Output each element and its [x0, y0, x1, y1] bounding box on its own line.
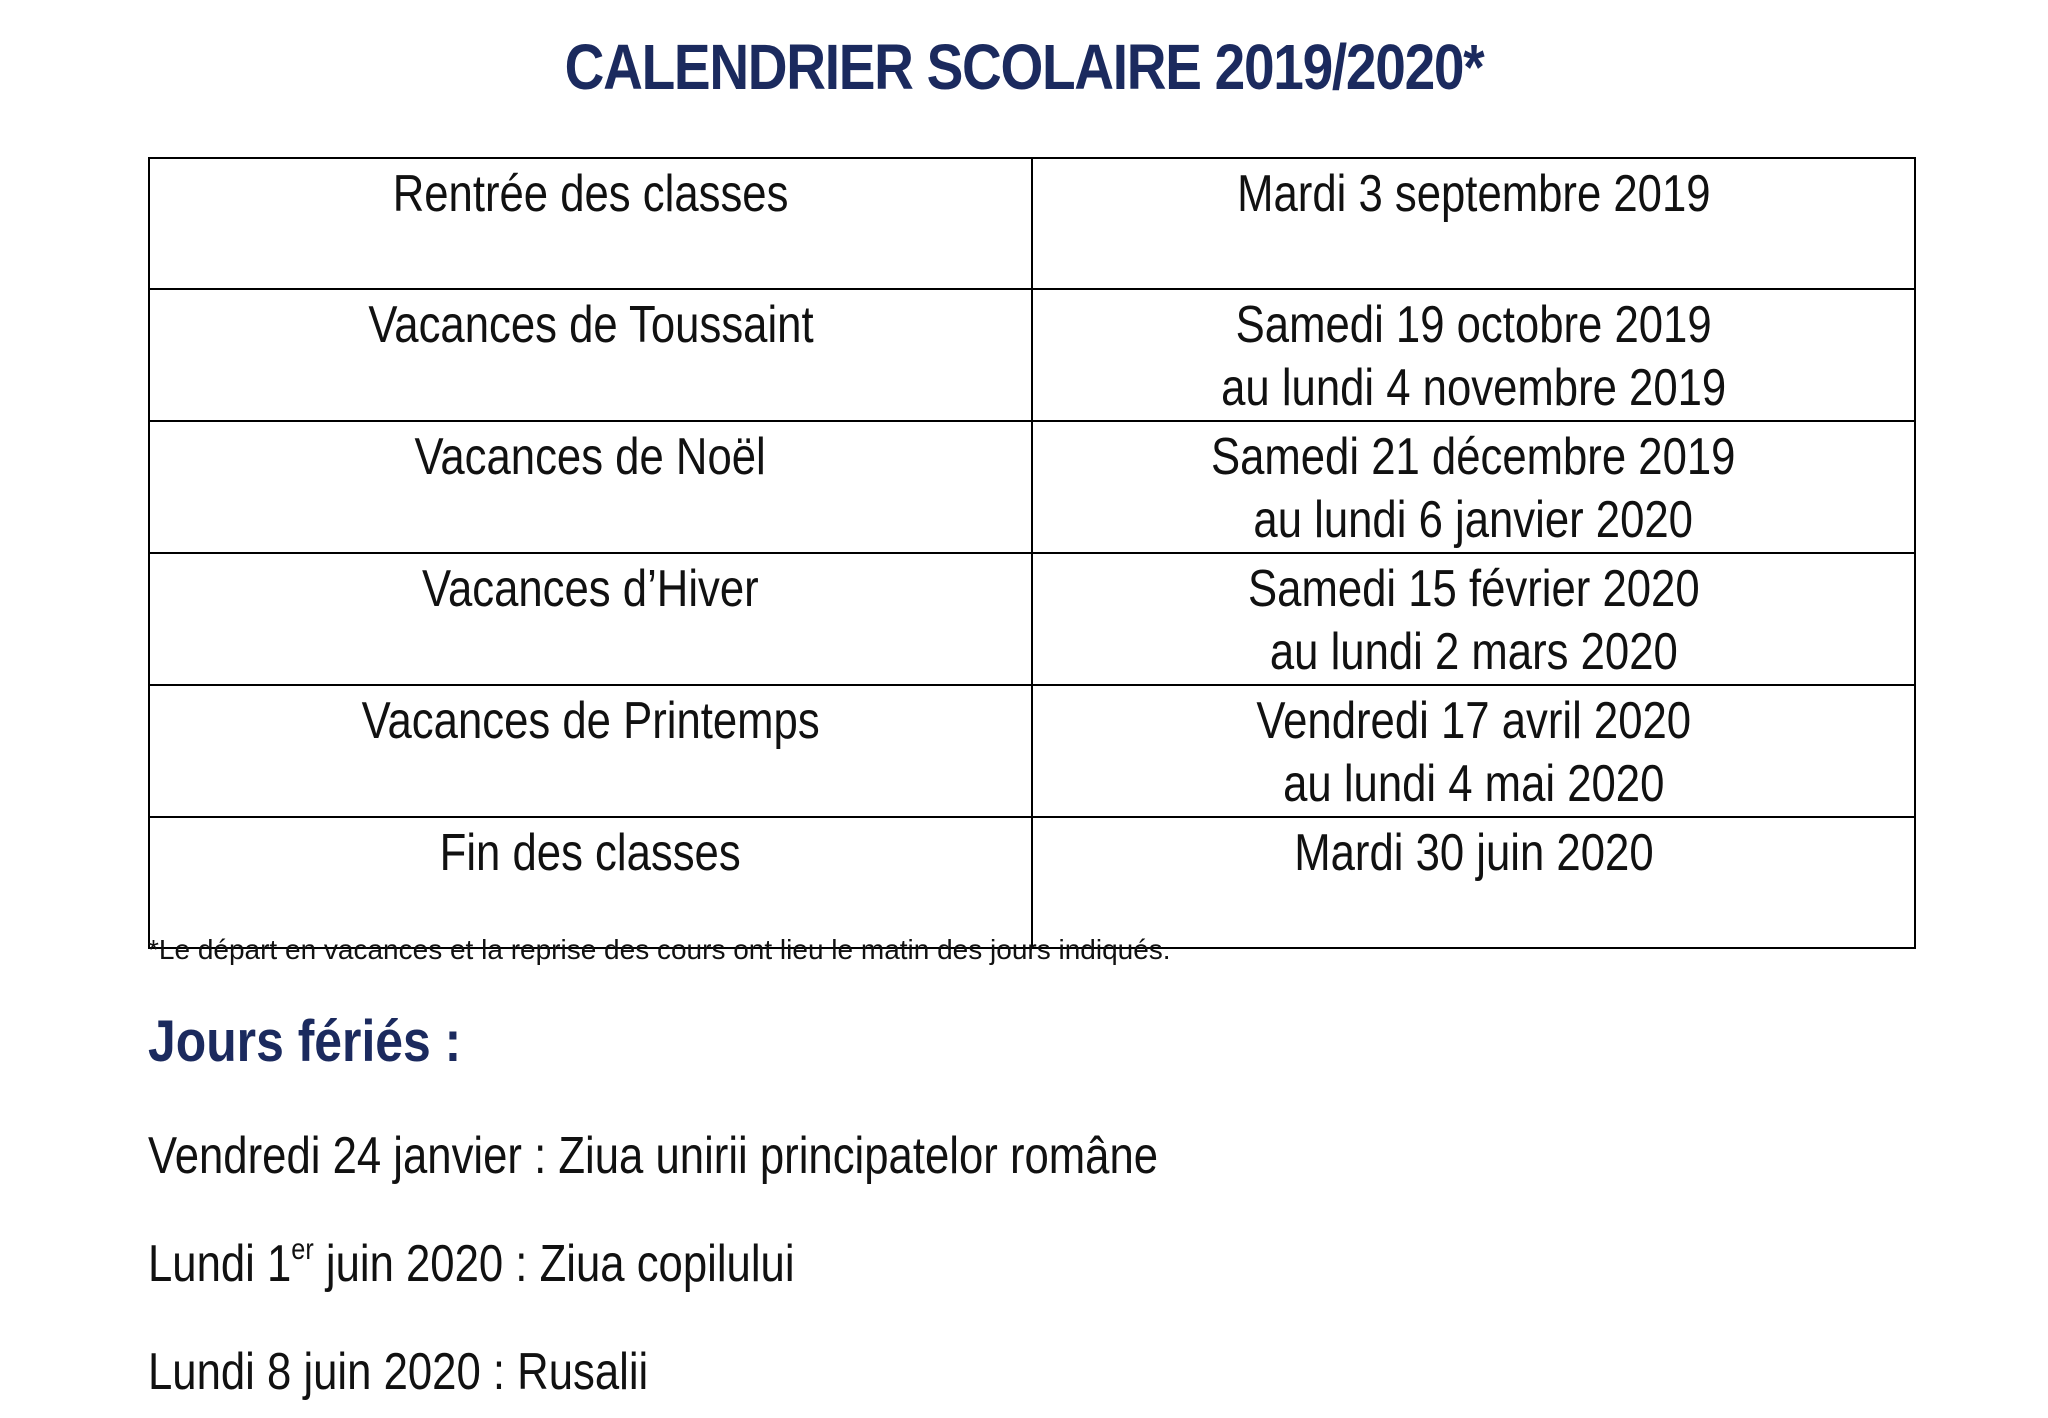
dates-cell: [1032, 685, 1915, 817]
table-row: [149, 553, 1915, 685]
period-label: Vacances de Printemps: [361, 692, 820, 750]
holiday-separator: :: [503, 1235, 540, 1293]
school-calendar-table: [148, 157, 1916, 949]
period-cell: [149, 289, 1032, 421]
holiday-item: [148, 1126, 1158, 1186]
holiday-day: Lundi 8 juin 2020: [148, 1343, 481, 1401]
date-line: Mardi 3 septembre 2019: [1236, 165, 1711, 223]
dates-cell: [1032, 158, 1915, 289]
date-line: Vendredi 17 avril 2020: [1256, 692, 1691, 750]
holiday-day: Vendredi 24 janvier: [148, 1127, 522, 1185]
date-line: Samedi 19 octobre 2019: [1235, 296, 1712, 354]
dates-cell: [1032, 817, 1915, 948]
holiday-separator: :: [521, 1127, 559, 1185]
period-label: Rentrée des classes: [392, 165, 789, 223]
dates-text: [1211, 426, 1736, 552]
holiday-name: Ziua unirii principatelor române: [558, 1127, 1159, 1185]
dates-text: [1237, 163, 1710, 226]
dates-text: [1248, 558, 1700, 684]
date-line: au lundi 6 janvier 2020: [1253, 491, 1694, 549]
period-cell: [149, 421, 1032, 553]
holiday-item: [148, 1342, 648, 1402]
holiday-day: Lundi 1: [148, 1235, 292, 1293]
period-label: Vacances d’Hiver: [422, 560, 759, 618]
dates-text: [1256, 690, 1691, 816]
period-label: Vacances de Noël: [414, 428, 767, 486]
date-line: Mardi 30 juin 2020: [1293, 824, 1654, 882]
table-row: [149, 685, 1915, 817]
holiday-name: Ziua copilului: [539, 1235, 795, 1293]
dates-text: [1221, 294, 1726, 420]
holiday-name: Rusalii: [517, 1343, 649, 1401]
table-row: [149, 817, 1915, 948]
period-label: Fin des classes: [439, 824, 742, 882]
holiday-separator: :: [480, 1343, 518, 1401]
date-line: au lundi 4 mai 2020: [1282, 755, 1665, 813]
table-row: [149, 421, 1915, 553]
holidays-heading: Jours fériés :: [148, 1009, 462, 1074]
date-line: au lundi 4 novembre 2019: [1220, 359, 1727, 417]
date-line: Samedi 21 décembre 2019: [1211, 428, 1736, 486]
period-label: Vacances de Toussaint: [367, 296, 814, 354]
holiday-item: [148, 1234, 795, 1294]
dates-text: [1294, 822, 1653, 885]
holiday-day-rest: juin 2020: [313, 1235, 504, 1293]
dates-cell: [1032, 553, 1915, 685]
period-cell: [149, 158, 1032, 289]
holiday-day-ordinal: er: [291, 1233, 314, 1266]
date-line: Samedi 15 février 2020: [1247, 560, 1700, 618]
period-cell: [149, 553, 1032, 685]
footnote: *Le départ en vacances et la reprise des cours ont lieu le matin des jours indiqués.: [148, 934, 1171, 965]
period-cell: [149, 685, 1032, 817]
dates-cell: [1032, 421, 1915, 553]
page-title: CALENDRIER SCOLAIRE 2019/2020*: [564, 31, 1484, 103]
table-row: [149, 289, 1915, 421]
period-cell: [149, 817, 1032, 948]
date-line: au lundi 2 mars 2020: [1269, 623, 1678, 681]
dates-cell: [1032, 289, 1915, 421]
table-row: [149, 158, 1915, 289]
